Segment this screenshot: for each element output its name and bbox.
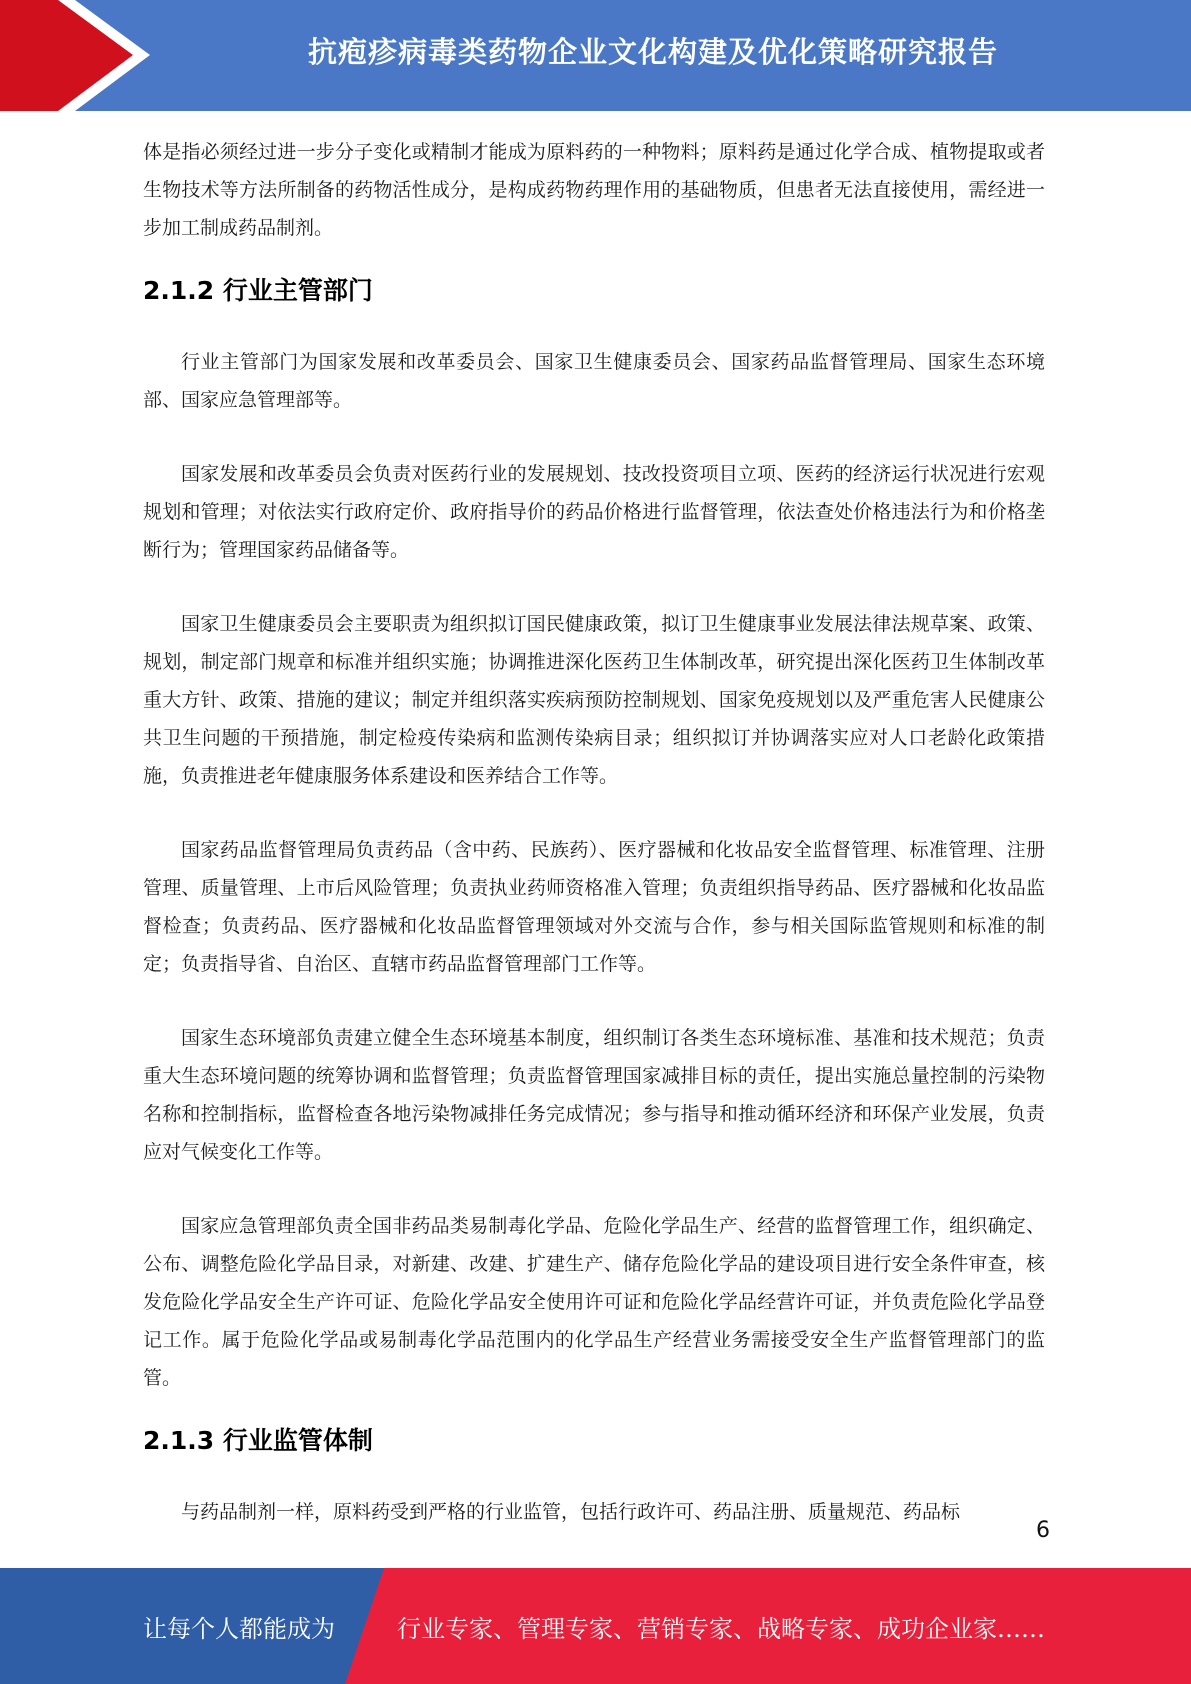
body-paragraph: 国家药品监督管理局负责药品（含中药、民族药）、医疗器械和化妆品安全监督管理、标准管理、注册管理、质量管理、上市后风险管理；负责执业药师资格准入管理；负责组织指导药品、医疗器械和化妆品监督检查；负责药品、医疗器械和化妆品监督管理领域对外交流与合作，参与相关国际监管规则和标准的制定；负责指导省、自治区、直辖市药品监督管理部门工作等。 — [143, 839, 1045, 975]
footer-slogan-left: 让每个人都能成为 — [143, 1614, 335, 1643]
section-heading-2-1-3: 2.1.3 行业监管体制 — [143, 1426, 373, 1455]
body-paragraph: 国家应急管理部负责全国非药品类易制毒化学品、危险化学品生产、经营的监督管理工作，组织确定、公布、调整危险化学品目录，对新建、改建、扩建生产、储存危险化学品的建设项目进行安全条件审查，核发危险化学品安全生产许可证、危险化学品安全使用许可证和危险化学品经营许可证，并负责危险化学品登记工作。属于危险化学品或易制毒化学品范围内的化学品生产经营业务需接受安全生产监督管理部门的监管。 — [143, 1215, 1045, 1389]
body-paragraph: 国家发展和改革委员会负责对医药行业的发展规划、技改投资项目立项、医药的经济运行状况进行宏观规划和管理；对依法实行政府定价、政府指导价的药品价格进行监督管理，依法查处价格违法行为和价格垄断行为；管理国家药品储备等。 — [143, 463, 1045, 561]
body-paragraph: 国家生态环境部负责建立健全生态环境基本制度，组织制订各类生态环境标准、基准和技术规范；负责重大生态环境问题的统筹协调和监督管理；负责监督管理国家减排目标的责任，提出实施总量控制的污染物名称和控制指标，监督检查各地污染物减排任务完成情况；参与指导和推动循环经济和环保产业发展，负责应对气候变化工作等。 — [143, 1027, 1045, 1163]
body-paragraph: 与药品制剂一样，原料药受到严格的行业监管，包括行政许可、药品注册、质量规范、药品标 — [181, 1501, 961, 1523]
body-paragraph: 国家卫生健康委员会主要职责为组织拟订国民健康政策，拟订卫生健康事业发展法律法规草案、政策、规划，制定部门规章和标准并组织实施；协调推进深化医药卫生体制改革，研究提出深化医药卫生体制改革重大方针、政策、措施的建议；制定并组织落实疾病预防控制规划、国家免疫规划以及严重危害人民健康公共卫生问题的干预措施，制定检疫传染病和监测传染病目录；组织拟订并协调落实应对人口老龄化政策措施，负责推进老年健康服务体系建设和医养结合工作等。 — [143, 613, 1045, 787]
page-header — [0, 0, 1191, 111]
report-title: 抗疱疹病毒类药物企业文化构建及优化策略研究报告 — [307, 34, 998, 69]
intro-paragraph: 体是指必须经过进一步分子变化或精制才能成为原料药的一种物料；原料药是通过化学合成、植物提取或者生物技术等方法所制备的药物活性成分，是构成药物药理作用的基础物质，但患者无法直接使用，需经进一步加工制成药品制剂。 — [143, 141, 1045, 239]
body-paragraph: 行业主管部门为国家发展和改革委员会、国家卫生健康委员会、国家药品监督管理局、国家生态环境部、国家应急管理部等。 — [143, 351, 1045, 411]
page-content — [143, 133, 1045, 1531]
section-heading-2-1-2: 2.1.2 行业主管部门 — [143, 276, 373, 305]
footer-slogan-right: 行业专家、管理专家、营销专家、战略专家、成功企业家…… — [397, 1614, 1045, 1643]
page-number: 6 — [1036, 1518, 1050, 1543]
page-footer — [0, 1568, 1191, 1684]
